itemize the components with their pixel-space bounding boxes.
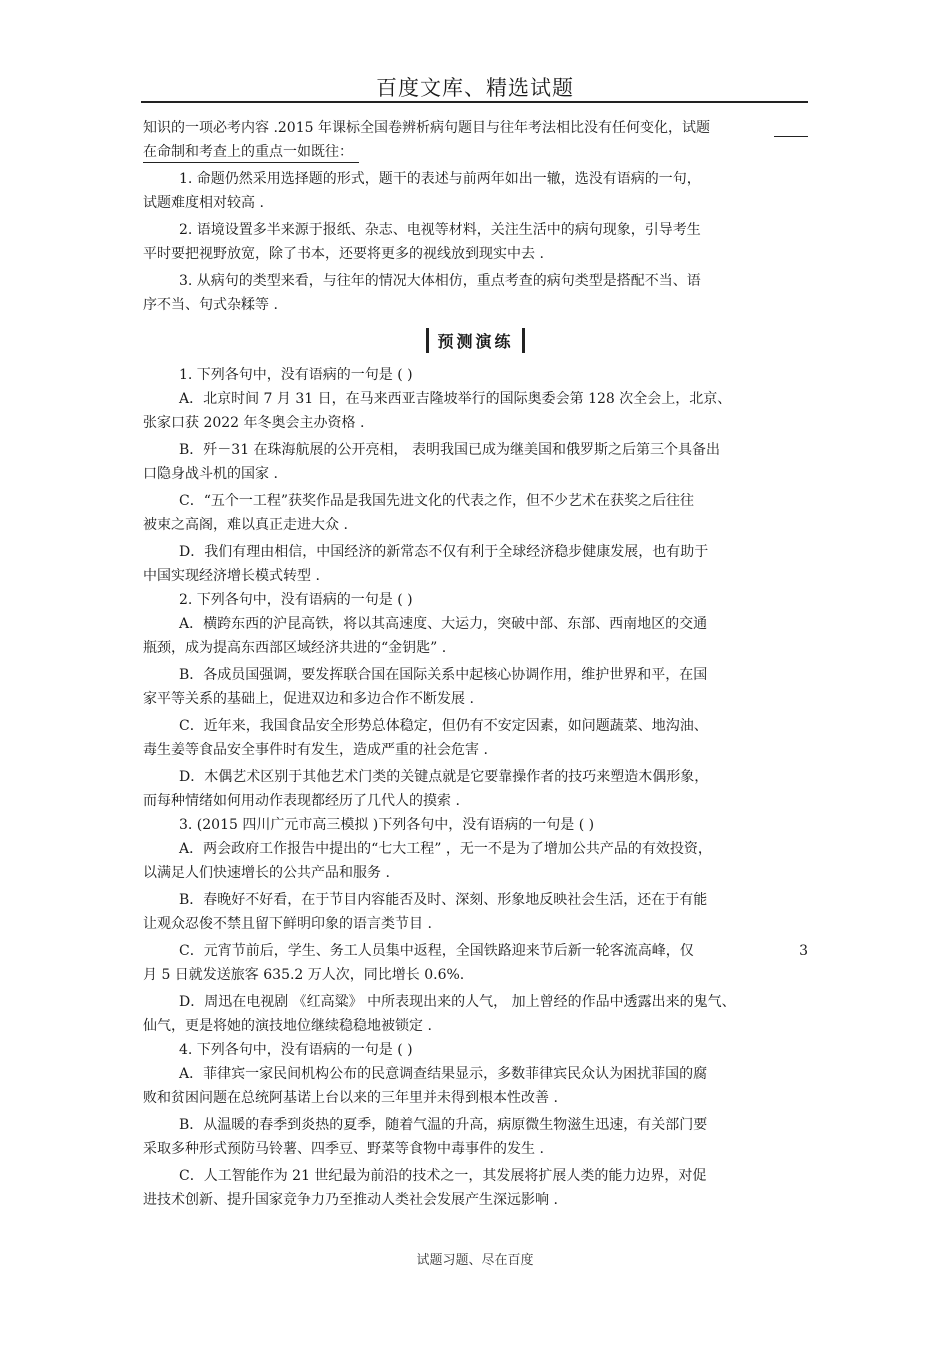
option-b-line: B．春晚好不好看，在于节目内容能否及时、深刻、形象地反映社会生活，还在于有能	[179, 892, 708, 908]
section-heading	[143, 317, 808, 363]
option-c-cont: 进技术创新、提升国家竞争力乃至推动人类社会发展产生深远影响 .	[143, 1192, 558, 1208]
document-body	[143, 116, 808, 1212]
option-b-line: B．从温暖的春季到炎热的夏季，随着气温的升高，病原微生物滋生迅速，有关部门要	[179, 1117, 708, 1133]
option-c-line	[143, 939, 808, 963]
option-a-line: A．北京时间 7 月 31 日，在马来西亚吉隆坡举行的国际奥委会第 128 次全会上，北京、	[179, 391, 732, 407]
option-b-line: B．各成员国强调，要发挥联合国在国际关系中起核心协调作用，维护世界和平，在国	[179, 667, 708, 683]
option-c-trailing-number: 3	[799, 943, 808, 959]
intro-text-2: 在命制和考查上的重点一如既往：	[143, 142, 359, 163]
intro-point-3	[143, 269, 808, 317]
option-d-cont: 中国实现经济增长模式转型 .	[143, 568, 320, 584]
option-a-line: A．菲律宾一家民间机构公布的民意调查结果显示，多数菲律宾民众认为困扰菲国的腐	[179, 1066, 708, 1082]
option-d-cont: 仙气，更是将她的演技地位继续稳稳地被锁定 .	[143, 1018, 432, 1034]
option-c-cont: 毒生姜等食品安全事件时有发生，造成严重的社会危害 .	[143, 742, 488, 758]
question-4	[143, 1038, 808, 1212]
point-line: 序不当、句式杂糅等 .	[143, 297, 278, 313]
question-stem: 4. 下列各句中，没有语病的一句是 ( )	[179, 1042, 413, 1058]
intro-point-2	[143, 218, 808, 266]
option-d-line: D．我们有理由相信，中国经济的新常态不仅有利于全球经济稳步健康发展，也有助于	[179, 544, 709, 560]
option-a-cont: 张家口获 2022 年冬奥会主办资格 .	[143, 415, 365, 431]
point-line: 平时要把视野放宽，除了书本，还要将更多的视线放到现实中去 .	[143, 246, 544, 262]
question-2	[143, 588, 808, 813]
option-b-cont: 家平等关系的基础上，促进双边和多边合作不断发展 .	[143, 691, 474, 707]
section-title: 预测演练	[426, 328, 524, 353]
question-stem: 1. 下列各句中，没有语病的一句是 ( )	[179, 367, 413, 383]
option-a-cont: 以满足人们快速增长的公共产品和服务 .	[143, 865, 390, 881]
intro-text-1: 知识的一项必考内容 .2015 年课标全国卷辨析病句题目与往年考法相比没有任何变化，试题	[143, 120, 710, 136]
option-b-cont: 口隐身战斗机的国家 .	[143, 466, 278, 482]
intro-line-2	[143, 140, 808, 164]
option-d-line: D．木偶艺术区别于其他艺术门类的关键点就是它要靠操作者的技巧来塑造木偶形象，	[179, 769, 709, 785]
option-c-line: C．近年来，我国食品安全形势总体稳定，但仍有不安定因素，如问题蔬菜、地沟油、	[179, 718, 708, 734]
page-footer: 试题习题、尽在百度	[416, 1253, 534, 1268]
question-stem: 2. 下列各句中，没有语病的一句是 ( )	[179, 592, 413, 608]
option-c-cont: 被束之高阁，难以真正走进大众 .	[143, 517, 348, 533]
intro-point-1	[143, 167, 808, 215]
option-d-line: D．周迅在电视剧 《红高粱》 中所表现出来的人气， 加上曾经的作品中透露出来的鬼气、	[179, 994, 736, 1010]
point-line: 试题难度相对较高 .	[143, 195, 264, 211]
option-b-cont: 采取多种形式预防马铃薯、四季豆、野菜等食物中毒事件的发生 .	[143, 1141, 544, 1157]
point-line: 3. 从病句的类型来看，与往年的情况大体相仿，重点考查的病句类型是搭配不当、语	[179, 273, 701, 289]
option-a-cont: 败和贫困问题在总统阿基诺上台以来的三年里并未得到根本性改善 .	[143, 1090, 558, 1106]
option-b-line: B．歼－31 在珠海航展的公开亮相， 表明我国已成为继美国和俄罗斯之后第三个具备出	[179, 442, 721, 458]
option-c-line: C．“五个一工程”获奖作品是我国先进文化的代表之作，但不少艺术在获奖之后往往	[179, 493, 695, 509]
option-a-line: A．两会政府工作报告中提出的“七大工程” ，无一不是为了增加公共产品的有效投资，	[179, 841, 712, 857]
page-header-title: 百度文库、精选试题	[376, 76, 574, 100]
question-1	[143, 363, 808, 588]
point-line: 1. 命题仍然采用选择题的形式，题干的表述与前两年如出一辙，选没有语病的一句，	[179, 171, 701, 187]
question-stem: 3. (2015 四川广元市高三模拟 )下列各句中，没有语病的一句是 ( )	[179, 817, 595, 833]
option-a-cont: 瓶颈，成为提高东西部区域经济共进的“金钥匙” .	[143, 640, 447, 656]
header-divider	[141, 101, 808, 103]
option-c-line: C．人工智能作为 21 世纪最为前沿的技术之一，其发展将扩展人类的能力边界，对促	[179, 1168, 707, 1184]
question-3	[143, 813, 808, 1038]
option-c-text: C．元宵节前后，学生、务工人员集中返程，全国铁路迎来节后新一轮客流高峰，仅	[179, 943, 694, 959]
option-c-cont: 月 5 日就发送旅客 635.2 万人次，同比增长 0.6%.	[143, 967, 465, 983]
fill-blank-line	[774, 136, 808, 137]
intro-line-1	[143, 116, 763, 140]
option-a-line: A．横跨东西的沪昆高铁，将以其高速度、大运力，突破中部、东部、西南地区的交通	[179, 616, 708, 632]
point-line: 2. 语境设置多半来源于报纸、杂志、电视等材料，关注生活中的病句现象，引导考生	[179, 222, 701, 238]
option-d-cont: 而每种情绪如何用动作表现都经历了几代人的摸索 .	[143, 793, 460, 809]
option-b-cont: 让观众忍俊不禁且留下鲜明印象的语言类节目 .	[143, 916, 432, 932]
